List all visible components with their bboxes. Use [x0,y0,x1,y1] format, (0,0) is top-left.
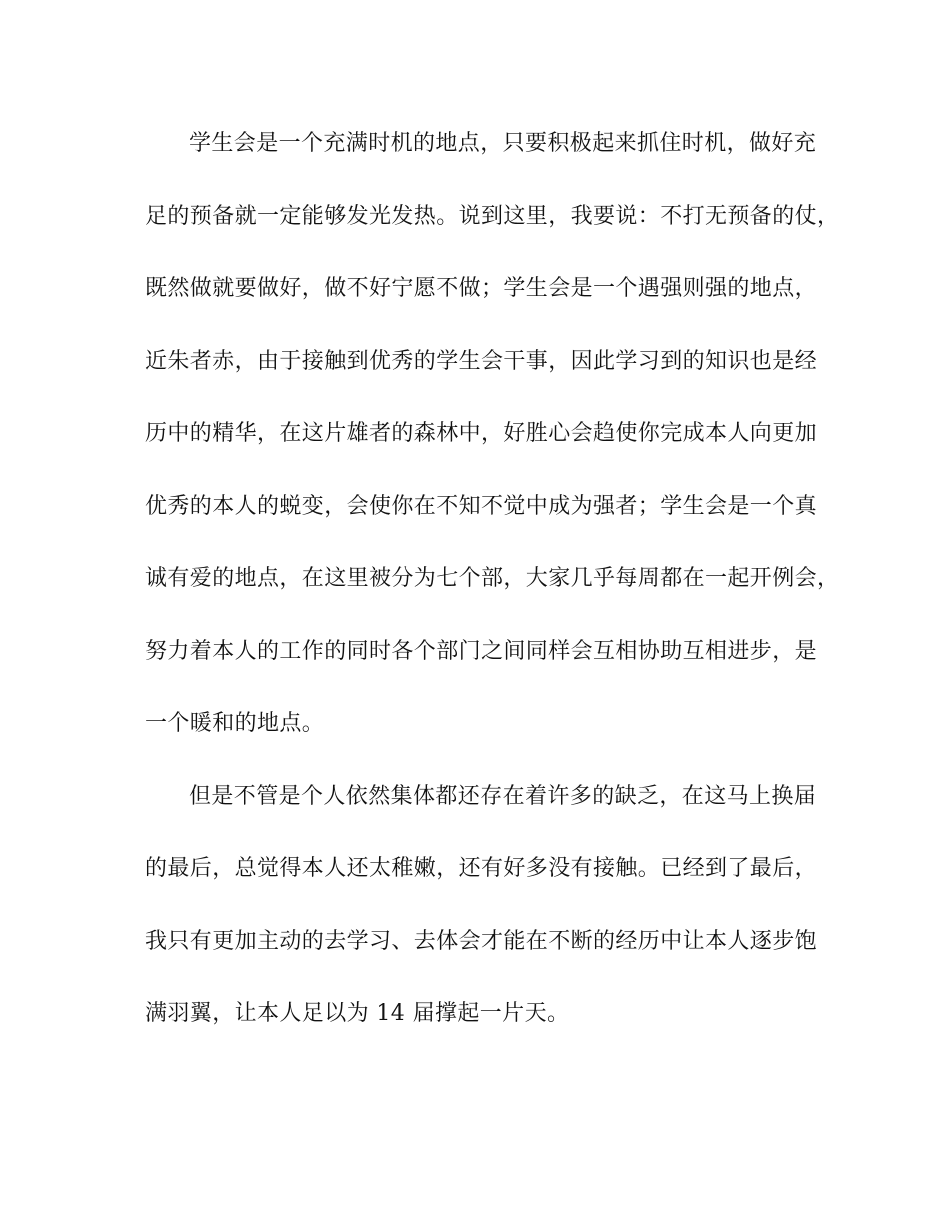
text-line: 努力着本人的工作的同时各个部门之间同样会互相协助互相进步，是 [145,638,818,664]
text-line: 足的预备就一定能够发光发热。说到这里，我要说：不打无预备的仗， [145,203,840,229]
text-line: 但是不管是个人依然集体都还存在着许多的缺乏，在这马上换届 [189,783,817,809]
text-line: 近朱者赤，由于接触到优秀的学生会干事，因此学习到的知识也是经 [145,348,818,374]
text-line: 诚有爱的地点，在这里被分为七个部，大家几乎每周都在一起开例会， [145,566,840,591]
text-line: 优秀的本人的蜕变，会使你在不知不觉中成为强者；学生会是一个真 [145,493,818,519]
text-line: 历中的精华，在这片雄者的森林中，好胜心会趋使你完成本人向更加 [145,421,818,446]
text-line: 学生会是一个充满时机的地点，只要积极起来抓住时机，做好充 [189,131,817,156]
document-body [145,122,840,1065]
text-line: 的最后，总觉得本人还太稚嫩，还有好多没有接触。已经到了最后， [145,856,818,881]
paragraph-2 [145,775,825,1065]
text-line: 我只有更加主动的去学习、去体会才能在不断的经历中让本人逐步饱 [145,928,818,954]
text-line: 满羽翼，让本人足以为 14 届撑起一片天。 [145,1001,570,1026]
text-line: 既然做就要做好，做不好宁愿不做；学生会是一个遇强则强的地点， [145,276,818,301]
text-line: 一个暖和的地点。 [145,711,325,736]
paragraph-1 [145,122,840,775]
